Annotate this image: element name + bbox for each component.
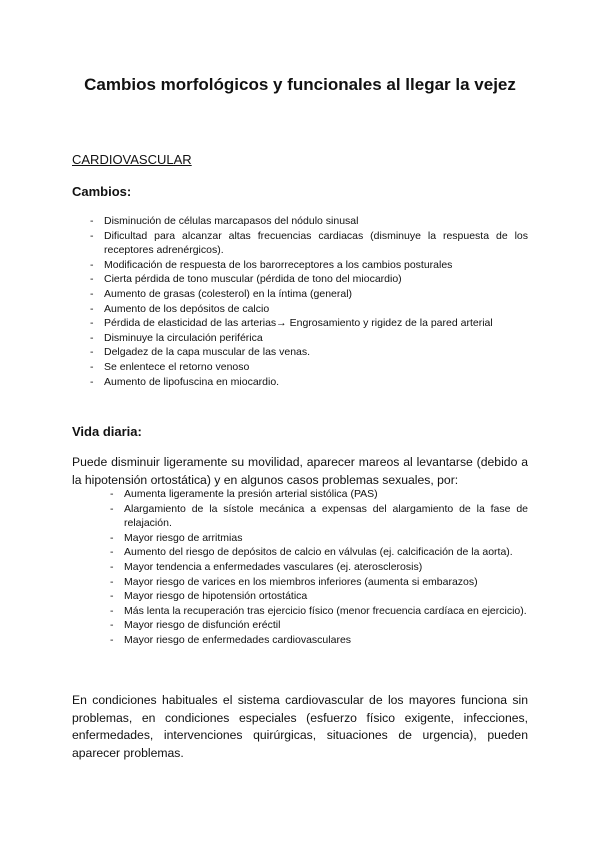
vida-diaria-heading: Vida diaria: [72, 424, 142, 439]
list-item: - Cierta pérdida de tono muscular (pérdida de tono del miocardio) [104, 272, 528, 287]
list-item: - Se enlentece el retorno venoso [104, 360, 528, 375]
list-item: - Más lenta la recuperación tras ejercicio físico (menor frecuencia cardíaca en ejercicio). [124, 604, 528, 619]
vida-diaria-list [124, 487, 528, 648]
list-item: - Aumento del riesgo de depósitos de calcio en válvulas (ej. calcificación de la aorta). [124, 545, 528, 560]
list-item: - Mayor riesgo de arritmias [124, 531, 528, 546]
list-item: - Aumento de grasas (colesterol) en la íntima (general) [104, 287, 528, 302]
list-item: - Dificultad para alcanzar altas frecuencias cardiacas (disminuye la respuesta de los receptores adrenérgicos). [104, 229, 528, 258]
cambios-list [104, 214, 528, 389]
list-item: - Aumenta ligeramente la presión arterial sistólica (PAS) [124, 487, 528, 502]
list-item: - Modificación de respuesta de los barorreceptores a los cambios posturales [104, 258, 528, 273]
list-item: - Pérdida de elasticidad de las arterias→ Engrosamiento y rigidez de la pared arterial [104, 316, 528, 331]
vida-diaria-conclusion: En condiciones habituales el sistema cardiovascular de los mayores funciona sin problemas, en condiciones especiales (esfuerzo físico exigente, infecciones, enfermedades, intervenciones quirúrgicas, situaciones de urgencia), pueden aparecer problemas. [72, 693, 528, 760]
list-item: - Aumento de los depósitos de calcio [104, 302, 528, 317]
list-item: - Delgadez de la capa muscular de las venas. [104, 345, 528, 360]
cambios-heading: Cambios: [72, 184, 132, 199]
list-item: - Mayor riesgo de hipotensión ortostática [124, 589, 528, 604]
list-item: - Disminución de células marcapasos del nódulo sinusal [104, 214, 528, 229]
page-title: Cambios morfológicos y funcionales al llegar la vejez [84, 75, 516, 94]
list-item: - Mayor riesgo de enfermedades cardiovasculares [124, 633, 528, 648]
section-heading-cardiovascular: CARDIOVASCULAR [72, 152, 192, 167]
list-item: - Alargamiento de la sístole mecánica a expensas del alargamiento de la fase de relajación. [124, 502, 528, 531]
list-item: - Mayor tendencia a enfermedades vasculares (ej. aterosclerosis) [124, 560, 528, 575]
list-item: - Mayor riesgo de disfunción eréctil [124, 618, 528, 633]
list-item: - Aumento de lipofuscina en miocardio. [104, 375, 528, 390]
list-item: - Disminuye la circulación periférica [104, 331, 528, 346]
list-item: - Mayor riesgo de varices en los miembros inferiores (aumenta si embarazos) [124, 575, 528, 590]
vida-diaria-intro: Puede disminuir ligeramente su movilidad, aparecer mareos al levantarse (debido a la hipotensión ortostática) y en algunos casos problemas sexuales, por: [72, 455, 528, 487]
